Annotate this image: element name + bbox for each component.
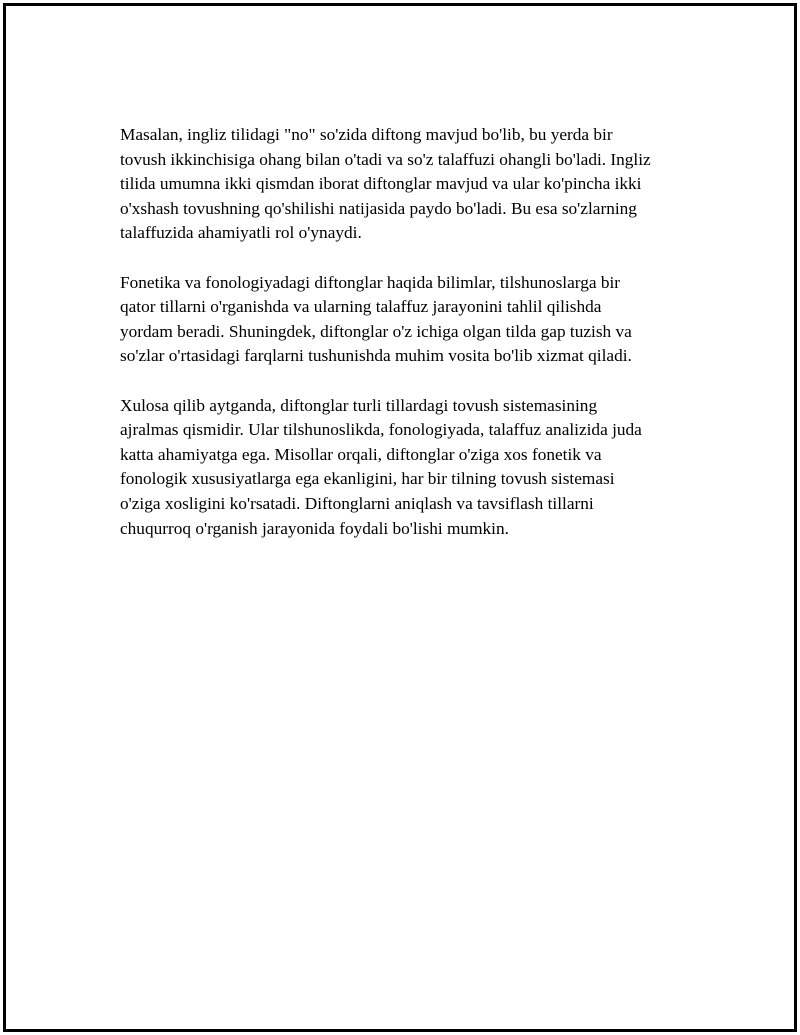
text-line: so'zlar o'rtasidagi farqlarni tushunishda muhim vosita bo'lib xizmat qiladi.: [120, 346, 632, 366]
text-line: katta ahamiyatga ega. Misollar orqali, diftonglar o'ziga xos fonetik va: [120, 444, 602, 464]
text-line: o'ziga xosligini ko'rsatadi. Diftonglarni aniqlash va tavsiflash tillarni: [120, 493, 594, 513]
paragraph-3: [120, 394, 700, 542]
text-line: talaffuzida ahamiyatli rol o'ynaydi.: [120, 223, 362, 243]
text-line: tilida umumna ikki qismdan iborat diftonglar mavjud va ular ko'pincha ikki: [120, 174, 642, 194]
text-line: chuqurroq o'rganish jarayonida foydali bo'lishi mumkin.: [120, 518, 509, 538]
text-line: o'xshash tovushning qo'shilishi natijasida paydo bo'ladi. Bu esa so'zlarning: [120, 198, 637, 218]
text-line: Masalan, ingliz tilidagi "no" so'zida diftong mavjud bo'lib, bu yerda bir: [120, 125, 613, 144]
text-line: yordam beradi. Shuningdek, diftonglar o'z ichiga olgan tilda gap tuzish va: [120, 321, 632, 341]
text-line: fonologik xususiyatlarga ega ekanligini, har bir tilning tovush sistemasi: [120, 469, 615, 489]
paragraph-1: [120, 123, 700, 246]
text-line: tovush ikkinchisiga ohang bilan o'tadi va so'z talaffuzi ohangli bo'ladi. Ingliz: [120, 149, 651, 169]
document-body: [120, 123, 700, 566]
paragraph-2: [120, 271, 700, 369]
text-line: Xulosa qilib aytganda, diftonglar turli tillardagi tovush sistemasining: [120, 395, 598, 415]
text-line: qator tillarni o'rganishda va ularning talaffuz jarayonini tahlil qilishda: [120, 297, 602, 317]
document-page: [3, 3, 797, 1032]
text-line: ajralmas qismidir. Ular tilshunoslikda, fonologiyada, talaffuz analizida juda: [120, 420, 642, 440]
text-line: Fonetika va fonologiyadagi diftonglar haqida bilimlar, tilshunoslarga bir: [120, 272, 621, 292]
